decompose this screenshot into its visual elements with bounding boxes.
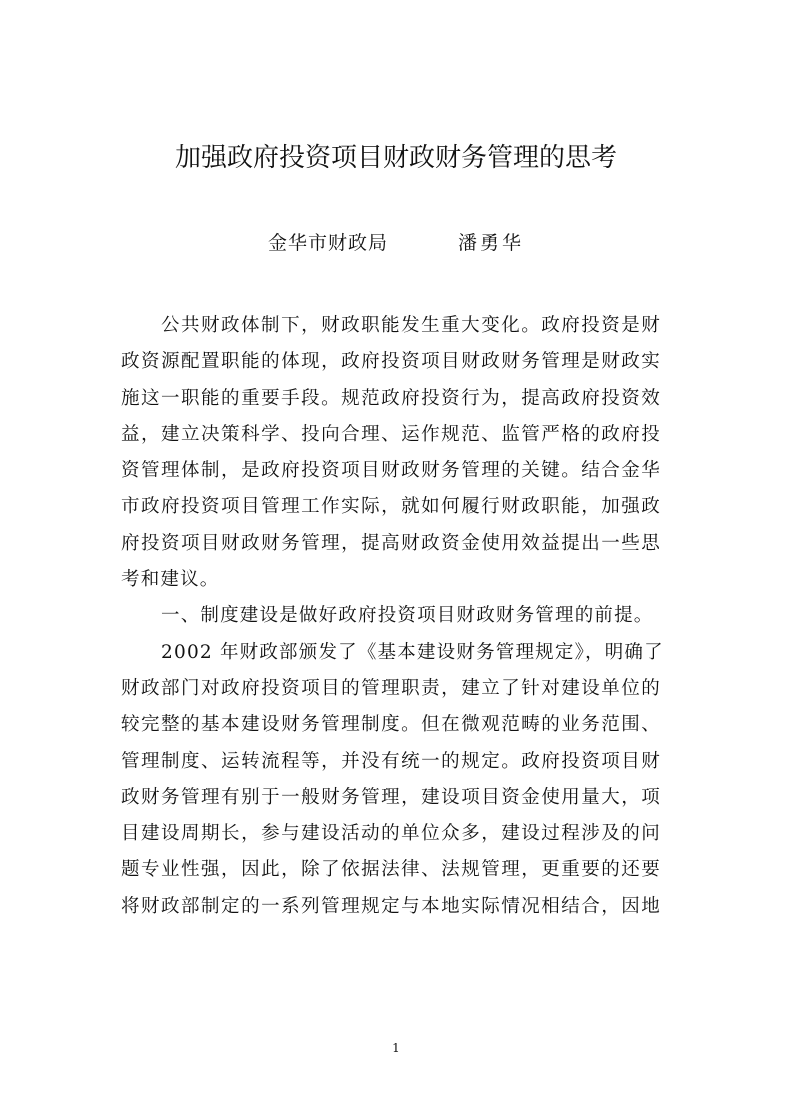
text-line: 2002 年财政部颁发了《基本建设财务管理规定》，明确了	[161, 641, 664, 663]
text-line: 资管理体制，是政府投资项目财政财务管理的关键。结合金华	[121, 460, 661, 482]
text-line: 施这一职能的重要手段。规范政府投资行为，提高政府投资效	[121, 387, 661, 409]
text-line: 市政府投资项目管理工作实际，就如何履行财政职能，加强政	[121, 496, 661, 518]
text-line: 政资源配置职能的体现，政府投资项目财政财务管理是财政实	[121, 351, 661, 373]
paragraph	[121, 308, 661, 598]
page-number: 1	[392, 1041, 400, 1055]
author-organization: 金华市财政局	[267, 232, 388, 254]
text-line: 政财务管理有别于一般财务管理，建设项目资金使用量大，项	[121, 786, 661, 808]
section-heading	[121, 598, 661, 634]
text-line: 将财政部制定的一系列管理规定与本地实际情况相结合，因地	[121, 895, 661, 917]
text-line: 考和建议。	[121, 569, 220, 591]
text-line: 府投资项目财政财务管理，提高财政资金使用效益提出一些思	[121, 532, 661, 554]
document-body	[121, 308, 664, 925]
text-line: 公共财政体制下，财政职能发生重大变化。政府投资是财	[161, 315, 661, 336]
text-line: 管理制度、运转流程等，并没有统一的规定。政府投资项目财	[121, 750, 661, 772]
document-title: 加强政府投资项目财政财务管理的思考	[174, 143, 617, 173]
paragraph	[121, 635, 664, 925]
text-line: 财政部门对政府投资项目的管理职责，建立了针对建设单位的	[121, 677, 661, 699]
text-line: 一、制度建设是做好政府投资项目财政财务管理的前提。	[161, 605, 654, 627]
text-line: 题专业性强，因此，除了依据法律、法规管理，更重要的还要	[121, 859, 661, 881]
text-line: 目建设周期长，参与建设活动的单位众多，建设过程涉及的问	[121, 823, 661, 845]
byline	[0, 226, 792, 260]
author-name: 潘勇华	[458, 232, 525, 254]
text-line: 较完整的基本建设财务管理制度。但在微观范畴的业务范围、	[121, 714, 661, 736]
text-line: 益，建立决策科学、投向合理、运作规范、监管严格的政府投	[121, 423, 661, 445]
